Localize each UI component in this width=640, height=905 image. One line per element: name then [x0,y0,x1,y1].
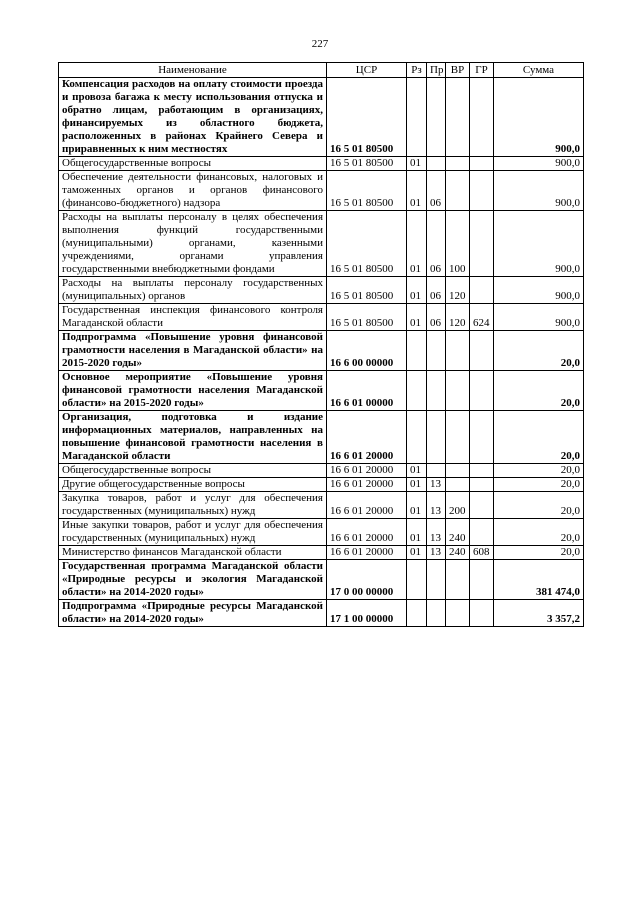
cell-rz: 01 [407,492,427,519]
cell-pr [427,464,446,478]
cell-pr: 13 [427,478,446,492]
cell-vr [446,371,470,411]
cell-pr [427,331,446,371]
cell-pr: 06 [427,304,446,331]
cell-rz [407,78,427,157]
cell-rz: 01 [407,304,427,331]
table-row [59,277,584,304]
table-row [59,171,584,211]
cell-pr: 13 [427,546,446,560]
cell-rz [407,411,427,464]
table-row [59,478,584,492]
header-pr: Пр [427,63,446,78]
cell-gr [470,492,494,519]
cell-sum: 20,0 [494,492,584,519]
cell-pr: 06 [427,277,446,304]
header-csr: ЦСР [327,63,407,78]
cell-gr [470,211,494,277]
cell-csr: 16 6 01 20000 [327,519,407,546]
cell-pr [427,78,446,157]
cell-rz [407,560,427,600]
header-vr: ВР [446,63,470,78]
cell-rz: 01 [407,171,427,211]
cell-gr [470,478,494,492]
cell-vr: 120 [446,277,470,304]
cell-name: Государственная инспекция финансового контроля Магаданской области [59,304,327,331]
cell-pr: 06 [427,171,446,211]
cell-sum: 900,0 [494,211,584,277]
cell-rz: 01 [407,157,427,171]
cell-csr: 16 5 01 80500 [327,157,407,171]
cell-gr [470,157,494,171]
cell-rz [407,371,427,411]
cell-name: Закупка товаров, работ и услуг для обеспечения государственных (муниципальных) нужд [59,492,327,519]
cell-vr: 200 [446,492,470,519]
cell-sum: 900,0 [494,78,584,157]
cell-pr [427,411,446,464]
cell-sum: 20,0 [494,411,584,464]
cell-name: Министерство финансов Магаданской области [59,546,327,560]
cell-rz: 01 [407,464,427,478]
cell-csr: 16 6 01 20000 [327,546,407,560]
cell-vr [446,560,470,600]
table-body [59,78,584,627]
cell-csr: 16 6 01 20000 [327,411,407,464]
cell-rz: 01 [407,478,427,492]
cell-sum: 20,0 [494,478,584,492]
table-row [59,560,584,600]
cell-name: Организация, подготовка и издание информационных материалов, направленных на повышение финансовой грамотности населения в Магаданской области [59,411,327,464]
cell-gr [470,371,494,411]
cell-sum: 20,0 [494,331,584,371]
cell-vr: 120 [446,304,470,331]
cell-sum: 900,0 [494,157,584,171]
cell-csr: 16 5 01 80500 [327,304,407,331]
cell-sum: 900,0 [494,304,584,331]
cell-gr [470,464,494,478]
cell-gr: 608 [470,546,494,560]
cell-name: Основное мероприятие «Повышение уровня финансовой грамотности населения Магаданской области» на 2015-2020 годы» [59,371,327,411]
cell-csr: 16 5 01 80500 [327,171,407,211]
cell-name: Иные закупки товаров, работ и услуг для обеспечения государственных (муниципальных) нужд [59,519,327,546]
cell-sum: 20,0 [494,519,584,546]
cell-pr [427,560,446,600]
header-name: Наименование [59,63,327,78]
header-sum: Сумма [494,63,584,78]
cell-csr: 16 6 00 00000 [327,331,407,371]
cell-gr [470,600,494,627]
cell-name: Другие общегосударственные вопросы [59,478,327,492]
cell-pr [427,600,446,627]
cell-rz [407,600,427,627]
cell-name: Общегосударственные вопросы [59,464,327,478]
table-row [59,304,584,331]
table-row [59,411,584,464]
cell-rz: 01 [407,546,427,560]
cell-csr: 16 6 01 20000 [327,492,407,519]
cell-sum: 3 357,2 [494,600,584,627]
cell-vr: 100 [446,211,470,277]
cell-gr [470,331,494,371]
cell-csr: 16 5 01 80500 [327,277,407,304]
cell-name: Компенсация расходов на оплату стоимости проезда и провоза багажа к месту использования отпуска и обратно лицам, работающим в организациях, финансируемых из областного бюджета, расположенных в районах Крайнего Севера и приравненных к ним местностях [59,78,327,157]
cell-vr [446,478,470,492]
cell-gr [470,78,494,157]
cell-vr [446,411,470,464]
cell-vr [446,600,470,627]
table-row [59,519,584,546]
cell-sum: 900,0 [494,171,584,211]
table-row [59,492,584,519]
cell-rz: 01 [407,277,427,304]
cell-rz [407,331,427,371]
cell-vr [446,331,470,371]
cell-pr: 13 [427,519,446,546]
table-row [59,331,584,371]
table-header-row [59,63,584,78]
cell-gr [470,560,494,600]
cell-csr: 16 6 01 20000 [327,478,407,492]
cell-sum: 20,0 [494,371,584,411]
cell-name: Расходы на выплаты персоналу в целях обеспечения выполнения функций государственными (муниципальными) органами, казенными учреждениями, органами управления государственными внебюджетными фондами [59,211,327,277]
cell-vr: 240 [446,546,470,560]
cell-csr: 17 0 00 00000 [327,560,407,600]
table-row [59,464,584,478]
cell-csr: 16 5 01 80500 [327,78,407,157]
table-row [59,600,584,627]
cell-gr [470,519,494,546]
cell-sum: 900,0 [494,277,584,304]
cell-pr: 13 [427,492,446,519]
cell-csr: 16 6 01 00000 [327,371,407,411]
table-row [59,157,584,171]
cell-pr: 06 [427,211,446,277]
cell-name: Государственная программа Магаданской области «Природные ресурсы и экология Магаданской области» на 2014-2020 годы» [59,560,327,600]
cell-name: Подпрограмма «Природные ресурсы Магаданской области» на 2014-2020 годы» [59,600,327,627]
cell-name: Обеспечение деятельности финансовых, налоговых и таможенных органов и органов финансового (финансово-бюджетного) надзора [59,171,327,211]
cell-csr: 16 6 01 20000 [327,464,407,478]
budget-table [58,62,584,627]
cell-vr [446,78,470,157]
cell-sum: 20,0 [494,464,584,478]
table-row [59,546,584,560]
table-row [59,371,584,411]
cell-sum: 20,0 [494,546,584,560]
cell-gr [470,277,494,304]
cell-name: Общегосударственные вопросы [59,157,327,171]
cell-rz: 01 [407,519,427,546]
cell-pr [427,371,446,411]
cell-sum: 381 474,0 [494,560,584,600]
cell-vr: 240 [446,519,470,546]
cell-rz: 01 [407,211,427,277]
cell-gr [470,171,494,211]
cell-gr [470,411,494,464]
cell-vr [446,171,470,211]
cell-vr [446,157,470,171]
cell-vr [446,464,470,478]
header-rz: Рз [407,63,427,78]
cell-gr: 624 [470,304,494,331]
cell-csr: 16 5 01 80500 [327,211,407,277]
table-row [59,78,584,157]
cell-name: Подпрограмма «Повышение уровня финансовой грамотности населения в Магаданской области» на 2015-2020 годы» [59,331,327,371]
header-gr: ГР [470,63,494,78]
cell-name: Расходы на выплаты персоналу государственных (муниципальных) органов [59,277,327,304]
cell-csr: 17 1 00 00000 [327,600,407,627]
page-number: 227 [311,38,329,50]
table-row [59,211,584,277]
cell-pr [427,157,446,171]
